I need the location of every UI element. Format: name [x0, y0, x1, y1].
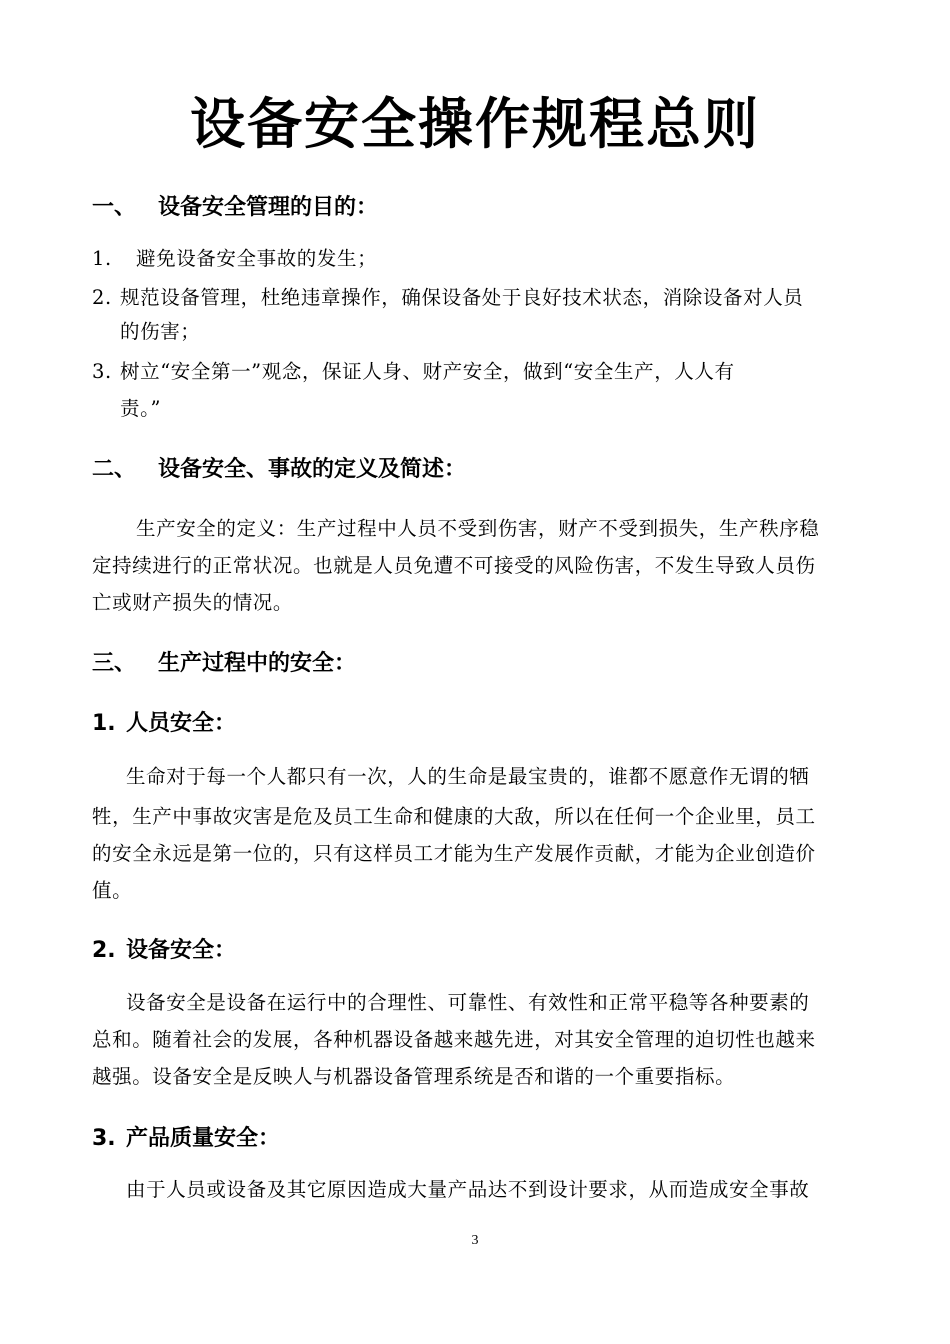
subsection-3-title: 产品质量安全： [126, 1126, 281, 1151]
section-2-title: 设备安全、事故的定义及简述： [158, 457, 467, 482]
list-item-1-text: 避免设备安全事故的发生； [136, 247, 378, 270]
list-item-2 [92, 283, 803, 313]
list-item-3-number: 3. [92, 360, 112, 383]
section-1-heading [92, 193, 378, 223]
list-item-3-text-line-1: 树立“安全第一”观念，保证人身、财产安全，做到“安全生产，人人有 [120, 360, 735, 383]
subsection-2-line-2: 总和。随着社会的发展，各种机器设备越来越先进，对其安全管理的迫切性也越来 [92, 1028, 816, 1051]
document-title: 设备安全操作规程总则 [189, 92, 760, 156]
list-item-1-number: 1. [92, 247, 112, 270]
section-2-paragraph-line-3: 亡或财产损失的情况。 [92, 591, 294, 614]
subsection-2-heading [92, 936, 236, 966]
section-2-heading [92, 455, 466, 485]
section-3-number: 三、 [92, 651, 137, 676]
subsection-3-line-1: 由于人员或设备及其它原因造成大量产品达不到设计要求，从而造成安全事故 [126, 1178, 810, 1201]
subsection-1-line-2: 牲，生产中事故灾害是危及员工生命和健康的大敌，所以在任何一个企业里，员工 [92, 805, 816, 828]
subsection-1-line-4: 值。 [92, 879, 133, 902]
section-1-number: 一、 [92, 195, 137, 220]
section-3-title: 生产过程中的安全： [158, 651, 357, 676]
subsection-1-number: 1. [92, 711, 116, 736]
subsection-2-line-1: 设备安全是设备在运行中的合理性、可靠性、有效性和正常平稳等各种要素的 [126, 991, 810, 1014]
subsection-1-title: 人员安全： [126, 711, 237, 736]
list-item-3 [92, 357, 735, 387]
subsection-1-line-3: 的安全永远是第一位的，只有这样员工才能为生产发展作贡献，才能为企业创造价 [92, 842, 816, 865]
subsection-2-title: 设备安全： [126, 938, 237, 963]
list-item-3-text-line-2: 责。” [120, 397, 162, 420]
subsection-2-number: 2. [92, 938, 116, 963]
section-3-heading [92, 649, 356, 679]
subsection-1-heading [92, 709, 236, 739]
subsection-1-line-1: 生命对于每一个人都只有一次，人的生命是最宝贵的，谁都不愿意作无谓的牺 [126, 765, 810, 788]
subsection-3-heading [92, 1124, 280, 1154]
subsection-3-number: 3. [92, 1126, 116, 1151]
section-2-number: 二、 [92, 457, 137, 482]
list-item-2-text-line-2: 的伤害； [120, 320, 201, 343]
subsection-2-line-3: 越强。设备安全是反映人与机器设备管理系统是否和谐的一个重要指标。 [92, 1065, 736, 1088]
section-2-paragraph-line-1: 生产安全的定义：生产过程中人员不受到伤害，财产不受到损失，生产秩序稳 [136, 517, 820, 540]
list-item-2-text-line-1: 规范设备管理，杜绝违章操作，确保设备处于良好技术状态，消除设备对人员 [120, 286, 804, 309]
list-item-2-number: 2. [92, 286, 112, 309]
list-item-1 [92, 244, 377, 274]
section-1-title: 设备安全管理的目的： [158, 195, 379, 220]
page-number: 3 [471, 1233, 479, 1248]
section-2-paragraph-line-2: 定持续进行的正常状况。也就是人员免遭不可接受的风险伤害，不发生导致人员伤 [92, 554, 816, 577]
